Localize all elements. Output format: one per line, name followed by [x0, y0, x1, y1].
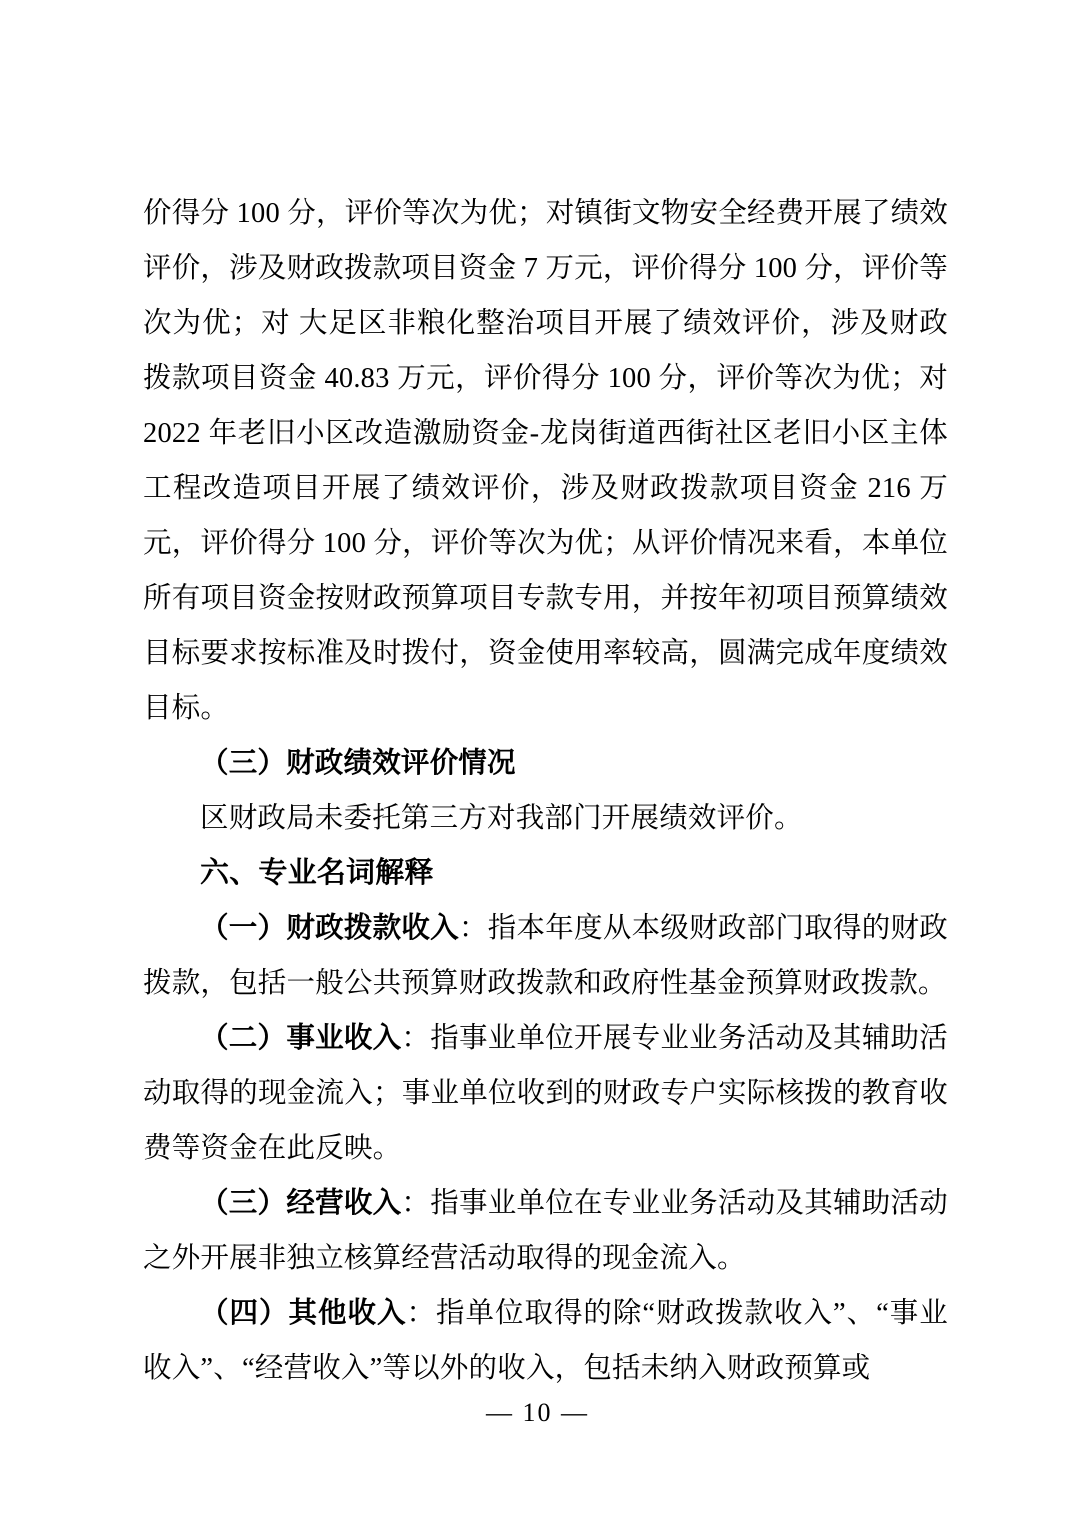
term-label: （四）其他收入: [200, 1298, 407, 1329]
term-body: 指本年度从本级财政部门取得的财政拨款，包括一般公共预算财政拨款和政府性基金预算财政拨款。: [143, 913, 949, 999]
term-body: 指单位取得的除“财政拨款收入”、“事业收入”、“经营收入”等以外的收入，包括未纳入财政预算或: [143, 1298, 948, 1384]
term-label: （二）事业收入: [200, 1023, 402, 1054]
term-item: [143, 1011, 948, 1176]
term-separator: ：: [401, 1188, 431, 1219]
page-content: [143, 186, 948, 1396]
term-label: （一）财政拨款收入: [200, 913, 459, 944]
term-separator: ：: [401, 1023, 431, 1054]
heading-section-six: 六、专业名词解释: [200, 857, 434, 889]
term-separator: ：: [458, 913, 488, 944]
term-item: [143, 1176, 948, 1286]
heading-section-three: （三）财政绩效评价情况: [200, 748, 516, 779]
paragraph-performance-eval: 价得分 100 分，评价等次为优；对镇街文物安全经费开展了绩效评价，涉及财政拨款项目资金 7 万元，评价得分 100 分，评价等次为优；对 大足区非粮化整治项目开展了绩效评价，涉及财政拨款项目资金 40.83 万元，评价得分 100 分，评价等次为优；对 2022 年老旧小区改造激励资金-龙岗街道西街社区老旧小区主体工程改造项目开展了绩效评价，涉及财政拨款项目资金 216 万元，评价得分 100 分，评价等次为优；从评价情况来看，本单位所有项目资金按财政预算项目专款专用，并按年初项目预算绩效目标要求按标准及时拨付，资金使用率较高，圆满完成年度绩效目标。: [143, 198, 948, 724]
paragraph-section-three-body: 区财政局未委托第三方对我部门开展绩效评价。: [200, 803, 803, 834]
term-item: [143, 901, 948, 1011]
term-item: [143, 1286, 948, 1396]
term-label: （三）经营收入: [200, 1188, 402, 1219]
term-body: 指事业单位在专业业务活动及其辅助活动之外开展非独立核算经营活动取得的现金流入。: [143, 1188, 949, 1274]
page-footer: — 10 —: [486, 1398, 589, 1427]
term-separator: ：: [406, 1298, 436, 1329]
term-body: 指事业单位开展专业业务活动及其辅助活动取得的现金流入；事业单位收到的财政专户实际核拨的教育收费等资金在此反映。: [143, 1023, 949, 1164]
